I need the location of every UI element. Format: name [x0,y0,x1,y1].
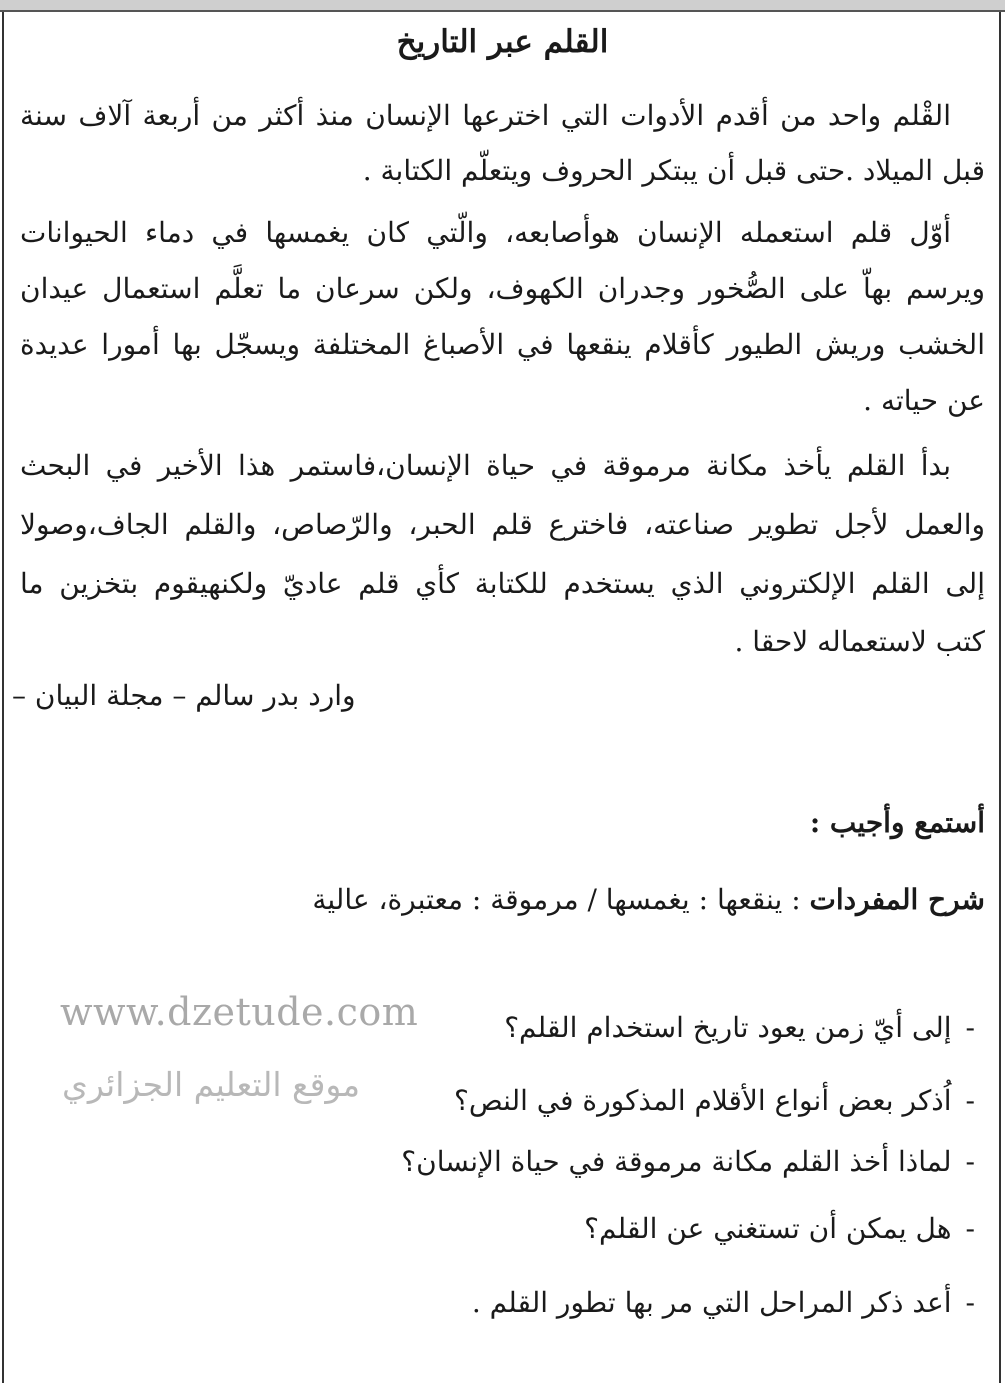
paragraph-line: القْلم واحد من أقدم الأدوات التي اخترعها الإنسان منذ أكثر من أربعة آلاف سنة [20,99,951,132]
question-marker: - [965,1084,975,1117]
paragraph-line: ويرسم بهاّ على الصُّخور وجدران الكهوف، ولكن سرعان ما تعلَّم استعمال عيدان [20,272,985,305]
question-text: هل يمكن أن تستغني عن القلم؟ [584,1212,952,1245]
question-text: إلى أيّ زمن يعود تاريخ استخدام القلم؟ [504,1011,952,1044]
question-text: اُذكر بعض أنواع الأقلام المذكورة في النص؟ [453,1084,952,1117]
question-text: أعد ذكر المراحل التي مر بها تطور القلم . [471,1286,952,1319]
listen-heading: أستمع وأجيب : [809,806,985,839]
paragraph-line: والعمل لأجل تطوير صناعته، فاخترع قلم الحبر، والرّصاص، والقلم الجاف،وصولا [20,508,985,541]
watermark-site-name: موقع التعليم الجزائري [62,1065,361,1104]
paragraph-line: كتب لاستعماله لاحقا . [734,625,985,658]
question-marker: - [965,1212,975,1245]
top-border-band [0,0,1005,12]
text-title: القلم عبر التاريخ [396,24,609,60]
question-marker: - [965,1145,975,1178]
question-item [472,1283,975,1323]
question-marker: - [965,1286,975,1319]
watermark-url: www.dzetude.com [60,990,419,1034]
paragraph-line: أوّل قلم استعمله الإنسان هوأصابعه، والّتي كان يغمسها في دماء الحيوانات [20,216,951,249]
paragraph-line: الخشب وريش الطيور كأقلام ينقعها في الأصباغ المختلفة ويسجّل بها أمورا عديدة [20,328,985,361]
paragraph-line: قبل الميلاد .حتى قبل أن يبتكر الحروف ويتعلّم الكتابة . [362,154,985,187]
paragraph-line: عن حياته . [863,384,985,417]
question-item [454,1081,975,1121]
paragraph-line: إلى القلم الإلكتروني الذي يستخدم للكتابة كأي قلم عاديّ ولكنهيقوم بتخزين ما [20,567,985,600]
vocabulary-line [20,880,985,920]
question-item [584,1209,975,1249]
question-text: لماذا أخذ القلم مكانة مرموقة في حياة الإنسان؟ [401,1145,952,1178]
question-marker: - [965,1011,975,1044]
vocabulary-label: شرح المفردات [809,883,985,916]
text-source: وارد بدر سالم – مجلة البيان – [12,679,356,712]
question-item [401,1142,975,1182]
question-item [504,1008,975,1048]
vocabulary-text: : ينقعها : يغمسها / مرموقة : معتبرة، عالية [312,883,810,916]
paragraph-line: بدأ القلم يأخذ مكانة مرموقة في حياة الإنسان،فاستمر هذا الأخير في البحث [20,449,951,482]
